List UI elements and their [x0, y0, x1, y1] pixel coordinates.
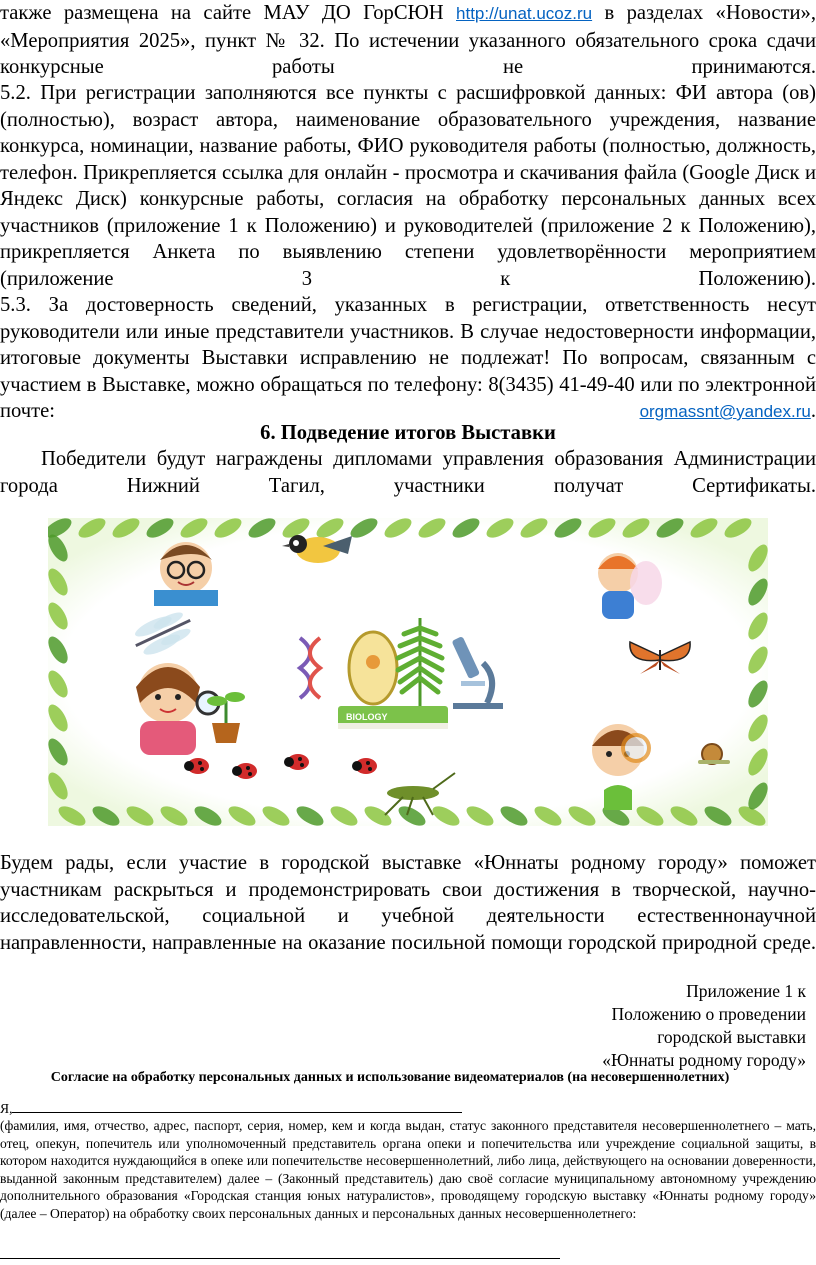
- consent-name-line: [0, 1100, 816, 1118]
- email-link[interactable]: orgmassnt@yandex.ru: [639, 402, 811, 421]
- section-6-heading: 6. Подведение итогов Выставки: [260, 422, 556, 444]
- nature-illustration: [48, 518, 768, 826]
- site-link[interactable]: http://unat.ucoz.ru: [456, 4, 593, 23]
- consent-title: Согласие на обработку персональных данных и использование видеоматериалов (на несовершеннолетних): [50, 1070, 730, 1085]
- appendix-line: городской выставки: [657, 1027, 806, 1047]
- section-6-text: Победители будут награждены дипломами управления образования Администрации города Нижний Тагил, участники получат Сертификаты.: [0, 448, 816, 497]
- appendix-line: «Юннаты родному городу»: [602, 1050, 806, 1070]
- consent-body: (фамилия, имя, отчество, адрес, паспорт, серия, номер, кем и когда выдан, статус законного представителя несовершеннолетнего – мать, отец, опекун, попечитель или уполномоченный представитель органа опеки и попечительства или учреждение социальной защиты, в котором находится нуждающийся в опеке или попечительстве несовершеннолетний, либо лица, действующего на основании доверенности, выданной законным представителем) далее – (Законный представитель) даю своё согласие муниципальному автономному учреждению дополнительного образования «Городская станция юных натуралистов», проводящему городскую выставку «Юннаты родному городу» (далее – Оператор) на обработку своих персональных данных и персональных данных несовершеннолетнего:: [0, 1118, 816, 1221]
- book-label: BIOLOGY: [346, 712, 388, 722]
- blank-fill-line[interactable]: [12, 1100, 462, 1113]
- text-segment: в разделах «Новости»,: [592, 2, 816, 24]
- paragraph-5-3: [0, 292, 816, 426]
- biology-book: [338, 706, 448, 729]
- bottom-fill-line[interactable]: [0, 1258, 560, 1259]
- paragraph-5-2: 5.2. При регистрации заполняются все пункты с расшифровкой данных: ФИ автора (ов) (полностью), возраст автора, наименование образовательного учреждения, название конкурса, номинации, название работы, ФИО руководителя работы (полностью, должность, телефон. Прикрепляется ссылка для онлайн - просмотра и скачивания файла (Google Диск и Яндекс Диск) конкурсные работы, согласия на обработку персональных данных всех участников (приложение 1 к Положению) и руководителей (приложение 2 к Положению), прикрепляется Анкета по выявлению степени удовлетворённости мероприятием (приложение 3 к Положению).: [0, 82, 816, 290]
- cell-icon: [349, 632, 397, 704]
- appendix-line: Положению о проведении: [611, 1004, 806, 1024]
- appendix-header: [0, 980, 806, 1072]
- closing-paragraph: Будем рады, если участие в городской выставке «Юннаты родному городу» поможет участникам раскрыться и продемонстрировать свои достижения в творческой, научно-исследовательской, социальной и учебной деятельности естественнонаучной направленности, направленные на оказание посильной помощи городской природной среде.: [0, 852, 816, 954]
- registration-paragraph-continued: [0, 0, 816, 81]
- text-segment: 5.3. За достоверность сведений, указанных в регистрации, ответственность несут руководители или иные представители участников. В случае недостоверности информации, итоговые документы Выставки исправлению не подлежат! По вопросам, связанным с участием в Выставке, можно обращаться по телефону: 8(3435) 41-49-40 или по электронной почте:: [0, 294, 816, 422]
- consent-ya: Я,: [0, 1101, 13, 1116]
- text-segment: «Мероприятия 2025», пункт № 32. По истечении указанного обязательного срока сдачи конкурсные работы не принимаются.: [0, 29, 816, 78]
- appendix-line: Приложение 1 к: [686, 981, 806, 1001]
- text-segment: также размещена на сайте МАУ ДО ГорСЮН: [0, 2, 457, 24]
- text-segment: .: [810, 400, 816, 422]
